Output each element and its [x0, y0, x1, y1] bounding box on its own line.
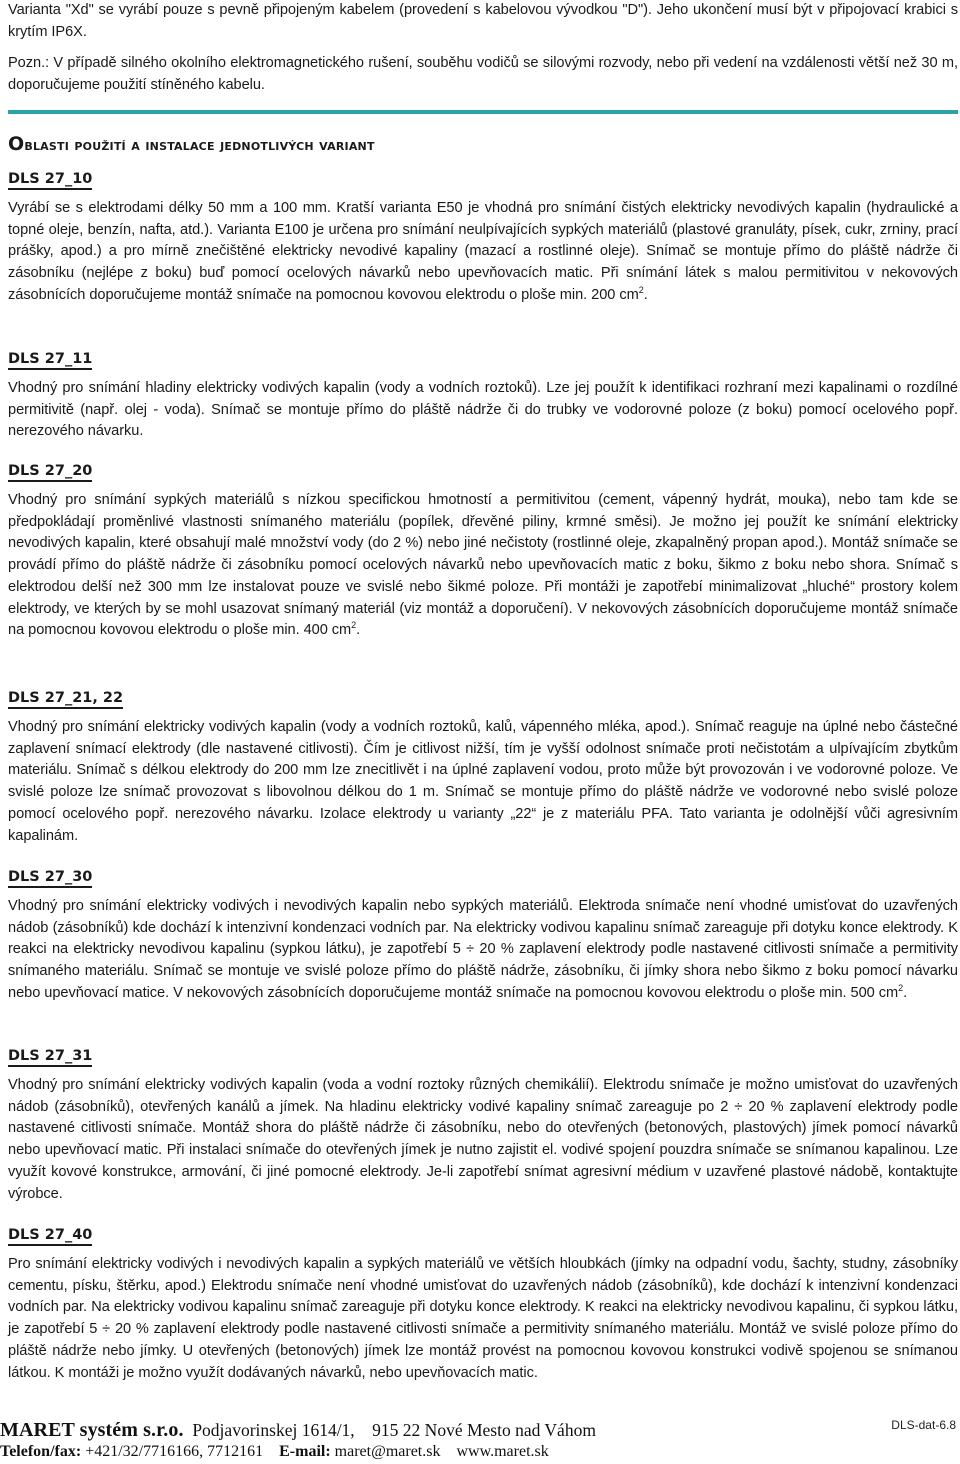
variant-text: Vhodný pro snímání elektricky vodivých i nevodivých kapalin nebo sypkých materiálů. Elektroda snímače není vhodné umisťovat do uzavřených nádob (zásobníků) kde dochází k intenzivní kondenzaci vodních par. Na elektricky vodivou kapalinu snímač zareaguje při dotyku konce elektrody. K reakci na elektricky nevodivou kapalinu (sypkou látku), je zapotřebí 5 ÷ 20 % zaplavení elektrody podle nastavené citlivosti snímače a permitivity snímaného materiálu. Snímač se montuje ve svislé poloze přímo do pláště nádrže, zásobníku, či jímky shora nebo šikmo z boku pomocí návarku nebo upevňovací matice. V nekovových zásobnících doporučujeme montáž snímače na pomocnou kovovou elektrodu o ploše min. 500 cm — [8, 898, 958, 1001]
variant-text: Pro snímání elektricky vodivých i nevodivých kapalin a sypkých materiálů ve větších hloubkách (jímky na odpadní vodu, šachty, studny, zásobníky cementu, písku, štěrku, apod.) Elektrodu snímače není vhodné umisťovat do uzavřených nádob (zásobníků), kde dochází k intenzivní kondenzaci vodních par. Na elektricky vodivou kapalinu snímač zareaguje při dotyku konce elektrody. K reakci na elektricky nevodivou kapalinu, či sypkou látku, je zapotřebí 5 ÷ 20 % zaplavení elektrody podle nastavené citlivosti snímače a permitivity snímaného materiálu. Montáž ve svislé poloze přímo do pláště nádrže nebo jímky. U otevřených (betonových) jímek lze montáž provést na pomocnou kovovou konstrukci vodivě spojenou se snímanou látkou. K montáži je možno využít dodávaných návarků, nebo upevňovacích matic. — [8, 1256, 958, 1381]
section-title-rest: blasti použití a instalace jednotlivých variant — [24, 136, 375, 154]
footer-line-2 — [0, 1443, 549, 1461]
variant-text: Vhodný pro snímání hladiny elektricky vodivých kapalin (vody a vodních roztoků). Lze jej použít k identifikaci rozhraní mezi kapalinami o rozdílné permitivitě (např. olej - voda). Snímač se montuje přímo do pláště nádrže či do trubky ve vodorovné poloze (z boku) pomocí ocelového popř. nerezového návarku. — [8, 380, 958, 440]
section-title — [8, 133, 375, 155]
variant-text-tail: . — [903, 984, 908, 1001]
email-label: E-mail: — [279, 1443, 331, 1460]
variant-text: Vyrábí se s elektrodami délky 50 mm a 100 mm. Kratší varianta E50 je vhodná pro snímání čistých elektricky nevodivých kapalin (hydraulické a topné oleje, benzín, nafta, atd.). Varianta E100 je určena pro snímání neulpívajících sypkých materiálů (plastové granuláty, písek, cukr, zrniny, prací prášky, apod.) a pro mírně znečištěné elektricky nevodivé kapaliny (mazací a rostlinné oleje). Snímač se montuje přímo do pláště nádrže či zásobníku (nejlépe z boku) buď pomocí ocelových návarků nebo upevňovacích matic. Při snímání látek s malou permitivitou v nekovových zásobnících doporučujeme montáž snímače na pomocnou kovovou elektrodu o ploše min. 200 cm — [8, 200, 958, 303]
superscript: 2 — [638, 284, 644, 295]
intro-paragraph: Varianta "Xd" se vyrábí pouze s pevně připojeným kabelem (provedení s kabelovou vývodkou "D"). Jeho ukončení musí být v připojovací krabici s krytím IP6X. — [8, 2, 958, 40]
variant-text: Vhodný pro snímání elektricky vodivých kapalin (voda a vodní roztoky různých chemikálií). Elektrodu snímače je možno umisťovat do uzavřených nádob (zásobníků), otevřených kanálů a jímek. Na hladinu elektricky vodivé kapaliny snímač zareaguje po 2 ÷ 20 % zaplavení elektrody podle nastavené citlivosti snímače. Montáž shora do pláště nádrže či zásobníku, nebo do otevřených (betonových, plastových) jímek pomocí návarků nebo upevňovací matic. Při instalaci snímače do otevřených jímek je nutno zajistit el. vodivé spojení pouzdra snímače se snímanou kapalinou. Lze využít kovové konstrukce, armování, či jiné pomocné elektrody. Je-li zapotřebí snímat agresivní médium v uzavřené plastové nádobě, kontaktujte výrobce. — [8, 1077, 958, 1202]
variant-description — [8, 1075, 958, 1205]
company-name: MARET systém s.r.o. — [0, 1419, 184, 1441]
variant-block — [8, 689, 958, 847]
variant-text-tail: . — [643, 286, 648, 303]
note-paragraph: Pozn.: V případě silného okolního elektromagnetického rušení, souběhu vodičů se silovými rozvody, nebo při vedení na vzdálenosti větší než 30 m, doporučujeme použití stíněného kabelu. — [8, 55, 958, 93]
variant-block — [8, 1226, 958, 1384]
variant-heading: DLS 27_20 — [8, 462, 92, 482]
document-id: DLS-dat-6.8 — [891, 1418, 956, 1432]
variant-heading: DLS 27_21, 22 — [8, 689, 123, 709]
variant-text: Vhodný pro snímání sypkých materiálů s nízkou specifickou hmotností a permitivitou (cement, vápenný hydrát, mouka), nebo tam kde se předpokládají proměnlivé vlastnosti snímaného materiálu (popílek, dřevěné piliny, krmné směsi). Je možno jej použít ke snímání elektricky nevodivých kapalin, které obsahují malé množství vody (do 2 %) nebo jiné nečistoty (rostlinné oleje, zkapalněný propan apod.). Montáž snímače se provádí přímo do pláště nádrže či zásobníku pomocí ocelových návarků nebo upevňovacích matic z boku, šikmo z boku nebo shora. Snímač s elektrodou delší než 300 mm lze instalovat pouze ve svislé nebo šikmé poloze. Při montáži je zapotřebí minimalizovat „hluché“ prostory kolem elektrody, ve kterých by se mohl usazovat snímaný materiál (viz montáž a doporučení). V nekovových zásobnících doporučujeme montáž snímače na pomocnou kovovou elektrodu o ploše min. 400 cm — [8, 492, 958, 639]
variant-heading: DLS 27_40 — [8, 1226, 92, 1246]
variant-text-tail: . — [356, 622, 361, 639]
email-link[interactable]: maret@maret.sk — [334, 1443, 441, 1460]
page-footer — [0, 1413, 960, 1464]
variant-block — [8, 462, 958, 642]
section-divider — [8, 110, 958, 114]
company-address: Podjavorinskej 1614/1, 915 22 Nové Mesto nad Váhom — [192, 1420, 596, 1440]
variant-text: Vhodný pro snímání elektricky vodivých kapalin (vody a vodních roztoků, kalů, vápenného mléka, apod.). Snímač reaguje na úplné nebo částečné zaplavení snímací elektrody (dle nastavené citlivosti). Čím je citlivost nižší, tím je vyšší odolnost snímače proti nečistotám a ulpívajícím zbytkům materiálu. Snímač s délkou elektrody do 200 mm lze znecitlivět i na úplné zaplavení vodou, proto může být provozován i ve vodorovné poloze. Ve svislé poloze lze snímač provozovat s libovolnou délkou do 1 m. Snímač se montuje přímo do pláště nádrže ve vodorovné nebo svislé poloze pomocí ocelového popř. nerezového návarku. Izolace elektrody u varianty „22“ je z materiálu PFA. Tato varianta je odolnější vůči agresivním kapalinám. — [8, 719, 958, 844]
variant-description — [8, 896, 958, 1005]
variant-block — [8, 868, 958, 1005]
variant-block — [8, 350, 958, 443]
variant-description — [8, 1254, 958, 1384]
variant-description — [8, 490, 958, 642]
variant-heading: DLS 27_30 — [8, 868, 92, 888]
section-title-initial: O — [8, 133, 25, 155]
variant-description — [8, 717, 958, 847]
superscript: 2 — [898, 982, 904, 993]
variant-block — [8, 1047, 958, 1205]
variant-heading: DLS 27_11 — [8, 350, 92, 370]
website-link[interactable]: www.maret.sk — [456, 1443, 549, 1460]
variant-description — [8, 378, 958, 443]
phone-label: Telefon/fax: — [0, 1443, 82, 1460]
footer-line-1 — [0, 1419, 596, 1442]
variant-description — [8, 198, 958, 307]
phone-number: +421/32/7716166, 7712161 — [85, 1443, 264, 1460]
variant-block — [8, 170, 958, 307]
variant-heading: DLS 27_10 — [8, 170, 92, 190]
variant-heading: DLS 27_31 — [8, 1047, 92, 1067]
superscript: 2 — [351, 620, 357, 631]
